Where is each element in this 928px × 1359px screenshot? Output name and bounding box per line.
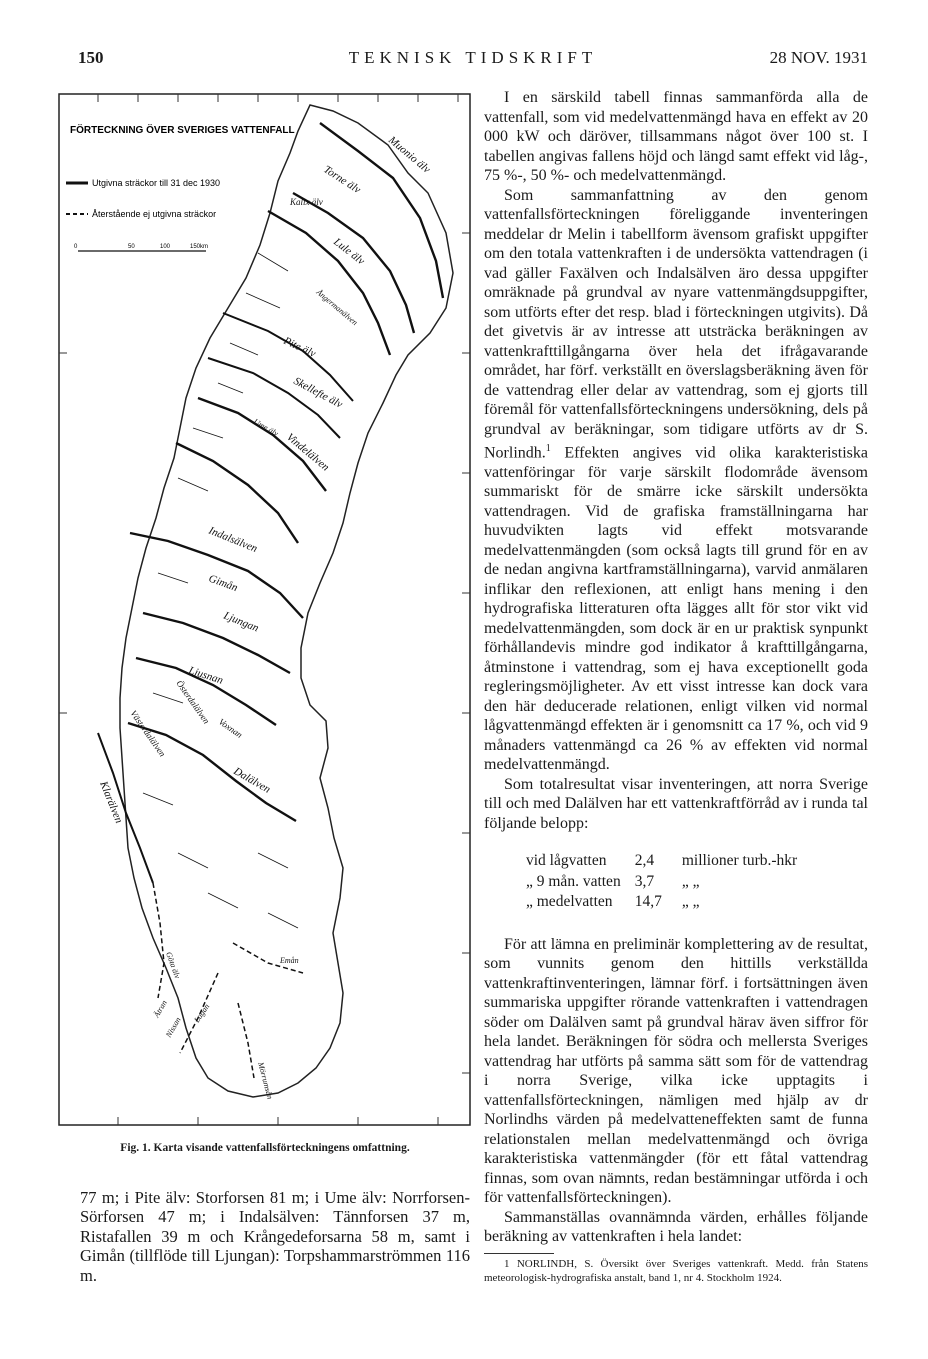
right-column (484, 88, 868, 1285)
river-morrum (238, 1003, 254, 1078)
paragraph: Sammanställas ovannämnda värden, erhålles följande beräkning av vattenkraften i hela landet: (484, 1208, 868, 1246)
paragraph-text: Effekten angives vid olika karakteristiska vattenföringar för varje särskilt flodområde ävensom summariskt för de smärre icke särskilt undersökta vattendragen. Vid de grafiska framställningarna har huvudvikten lagts vid effekt motsvarande medelvattenmängden (som också lagts till grund för en av de nedan angivna kartframställningarna), varvid anmälaren inflikar den reflexionen, att enligt hans mening i den hydrografiska litteraturen ofta lägges allt för stor vikt vid medelvattenmängden, som dock är en ur praktisk synpunkt förhållandevis mindre god indikator å krafttillgångarna, åtminstone i vattendrag, som ej hava exceptionellt goda regleringsmöjligheter. Av ett visst intresse kan dock vara den här deducerade relationen, enligt vilken vid normal lågvattenmängd effekten är i genomsnitt ca 17 %, och vid 9 månaders vattenmängd ca 26 % av effekten vid normal medelvattenmängd. (484, 444, 868, 774)
river-label: Lagan (192, 1002, 212, 1025)
river-pite (223, 313, 353, 401)
table-unit: „ „ (681, 893, 700, 911)
river-kalix (293, 193, 414, 333)
river-label: Klarälven (97, 779, 125, 825)
issue-date: 28 NOV. 1931 (769, 48, 868, 67)
river-label: Ångermanälven (314, 287, 360, 328)
river-label: Indalsälven (206, 524, 259, 556)
river-label: Österdalälven (174, 678, 212, 726)
river-label: Lule älv (331, 235, 367, 268)
river-label: Muonio älv (386, 134, 433, 176)
river-label: Dalälven (231, 765, 273, 796)
river-label: Ätran (151, 998, 169, 1019)
paragraph: För att lämna en preliminär komplettering av de resultat, som vunnits genom den hittills verkställda vattenkraftinventeringen, lämnar förf. i fortsättningen även summariska uppgifter rörande vattenkraften i vattendragen söder om Dalälven samt på grundval härav även siffror för hela landet. Beräkningen för södra och mellersta Sveriges vattendrag har utförts på samma sätt som för de vattendrag i norra Sverige, vilka icke upptagits i vattenfallsförteckningen, nämligen med hjälp av dr Norlindhs värden på medelvatteneffekten samt de funna relationstalen mellan medelvattenmängd och övriga karakteristiska vattenmängder (för ett fåtal vattendrag finnas, som ovan nämnts, redan bestämningar utförda i och för vattenfallsförteckningen). (484, 935, 868, 1207)
table-value: 2,4 (634, 852, 655, 870)
table-label: vid lågvatten (526, 852, 607, 870)
page-number: 150 (78, 48, 104, 67)
figure-caption: Fig. 1. Karta visande vattenfallsförteckningens omfattning. (120, 1142, 410, 1154)
river-lule (268, 211, 390, 355)
scale-label: 0 (74, 244, 78, 250)
summary-table (526, 851, 803, 913)
river-torne (320, 123, 443, 298)
river-label: Pite älv (281, 334, 318, 361)
river-label: Ljungan (221, 609, 261, 635)
river-label: Emån (280, 956, 299, 965)
scale-label: 100 (160, 244, 171, 250)
scale-label: 150km (190, 244, 209, 250)
river-labels (97, 133, 433, 1100)
page-header (78, 48, 868, 74)
river-label: Gimån (206, 572, 240, 595)
paragraph: I en särskild tabell finnas sammanförda alla de vattenfall, som vid medelvattenmängd hava en effekt av 20 000 kW och däröver, tillsammans något över 100 st. I tabellen angivas fallens höjd och längd samt effekt vid låg-, 75 %-, 50 %- och medelvattenmängd. (484, 89, 868, 184)
table-row (526, 851, 803, 872)
river-label: Mörrumsån (256, 1061, 275, 1101)
river-angerman (176, 443, 298, 543)
map-title: FÖRTECKNING ÖVER SVERIGES VATTENFALL (70, 125, 295, 136)
paragraph (484, 186, 868, 775)
map-frame (59, 94, 470, 1125)
river-label: Torne älv (321, 163, 363, 197)
footnote-separator (484, 1253, 554, 1254)
footnote: 1 NORLINDH, S. Översikt över Sveriges vattenkraft. Medd. från Statens meteorologisk-hydrografiska anstalt, band 1, nr 4. Stockholm 1924. (484, 1257, 868, 1284)
scale-label: 50 (128, 244, 135, 250)
sweden-map (58, 93, 471, 1126)
table-value: 14,7 (634, 893, 662, 911)
river-label: Skellefte älv (291, 375, 345, 411)
map-figure (58, 93, 471, 1126)
table-row (526, 872, 803, 893)
map-legend (66, 123, 295, 251)
table-unit: „ „ (681, 872, 700, 890)
river-label: Vindelälven (284, 431, 332, 474)
river-label: Voxnan (216, 716, 245, 740)
legend-remaining-label: Återstående ej utgivna sträckor (92, 209, 217, 219)
table-label: „ 9 mån. vatten (526, 872, 621, 890)
legend-built-label: Utgivna sträckor till 31 dec 1930 (92, 178, 221, 188)
river-ljungan (143, 613, 290, 673)
river-label: Nissan (163, 1015, 183, 1039)
river-label: Göta älv (164, 950, 183, 980)
river-lines (98, 123, 443, 1078)
paragraph-text: Som sammanfattning av den genom vattenfallsförteckningen föreliggande inventeringen meddelar dr Melin i tabellform ävensom grafiskt uppgifter om den totala vattenkraften i de undersökta vattendragen (i vad gäller Faxälven och Indalsälven äro dessa uppgifter omräknade på grundval av nyare vattenmängdsuppgifter, som utförts efter det resp. blad i förteckningen utgivits). Då det givetvis är av intresse att utsträcka beräkningen av vattenkrafttillgångarna över hela det ifrågavarande området, har förf. verkställt en överslagsberäkning även för de vattendrag eller delar av vattendrag, som ej gjorts till föremål för vattenfallsförteckningens undersökning, dels på grundval av beräkningar, som tidigare utförts av dr S. Norlindh. (484, 186, 868, 462)
table-unit: millioner turb.-hkr (681, 852, 798, 870)
river-label: Västerdalälven (128, 708, 168, 759)
river-label: Kalix älv (290, 197, 323, 207)
river-label: Ume älv (252, 416, 280, 439)
table-row (526, 892, 803, 913)
map-ticks (59, 94, 470, 1125)
table-value: 3,7 (634, 872, 655, 890)
river-label: Ljusnan (187, 664, 225, 687)
paragraph: Som totalresultat visar inventeringen, att norra Sverige till och med Dalälven har ett vattenkraftförråd av i runda tal följande belopp: (484, 775, 868, 832)
left-column-text: 77 m; i Pite älv: Storforsen 81 m; i Ume älv: Norrforsen-Sörforsen 47 m; i Indalsälven: Tännforsen 37 m, Ristafallen 39 m och Krångedeforsarna 58 m, samt i Gimån (tillflöde till Ljungan): Torpshammarströmmen 116 m. (80, 1188, 470, 1285)
footnote-ref: 1 (545, 443, 551, 454)
table-label: „ medelvatten (526, 893, 613, 911)
journal-title: TEKNISK TIDSKRIFT (348, 48, 598, 67)
